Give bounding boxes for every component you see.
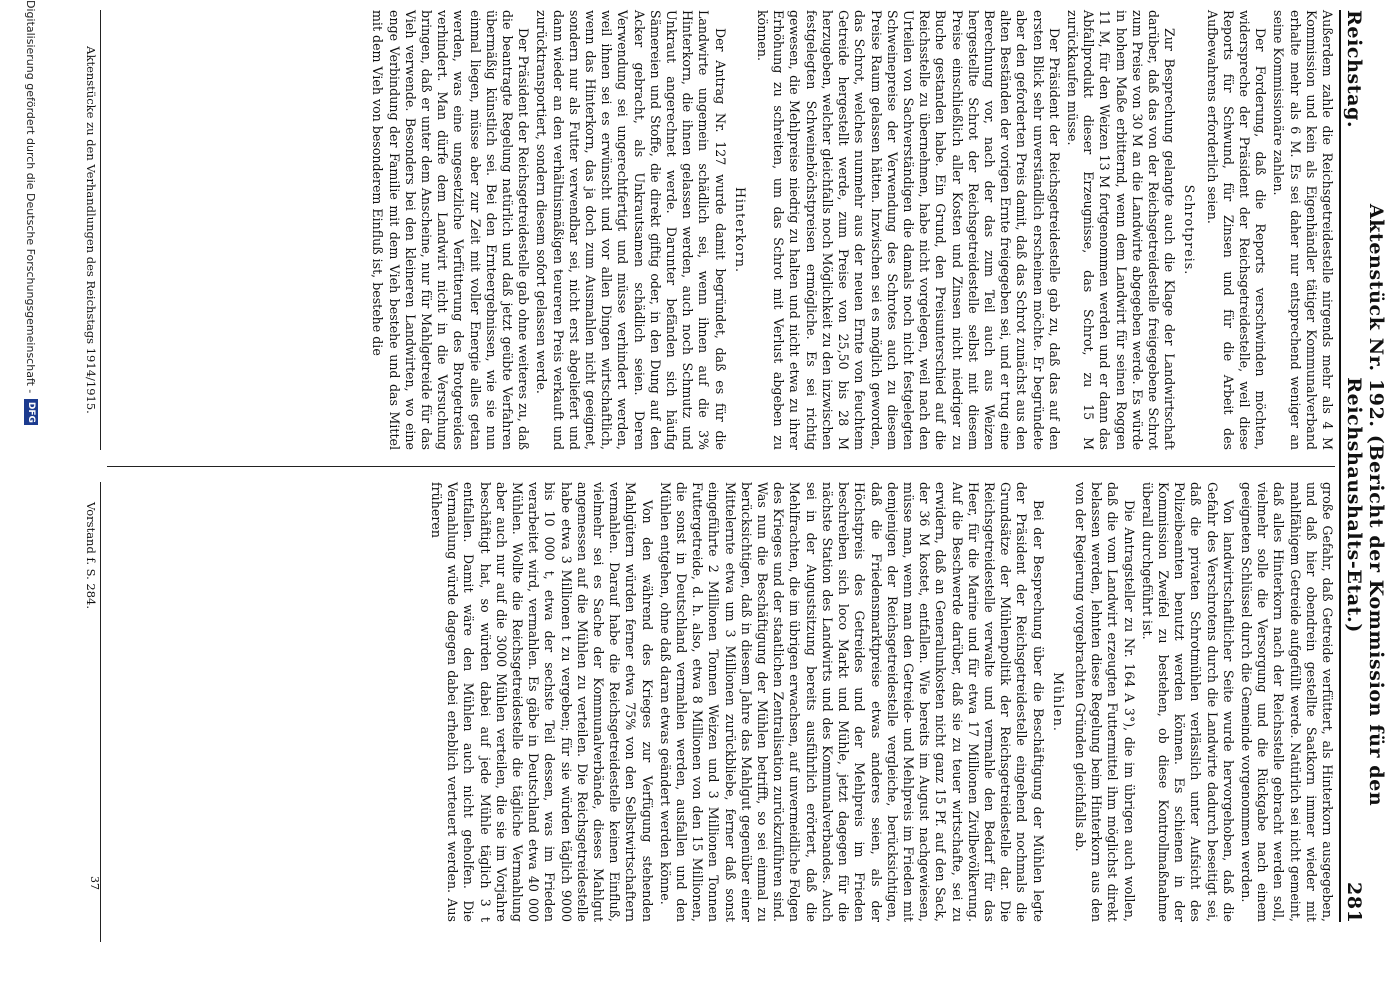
- paragraph: Von den während des Krieges zur Verfügung stehenden Mahlgütern würden ferner etwa 75% von den Selbstwirtschaftern vermahlen. Darauf habe die Reichsgetreidestelle keinen Einfluß, vielmehr sei es Sache der Kommunalverbände, dieses Mahlgut angemessen auf die Mühlen zu verteilen. Die Reichsgetreidestelle habe etwa 3 Millionen t zu vergeben; für sie würden täglich 9000 bis 10 000 t, etwa der sechste Teil dessen, was im Frieden verarbeitet wird, vermahlen. Es gäbe in Deutschland etwa 40 000 Mühlen. Wollte die Reichsgetreidestelle die tägliche Vermahlung aber auch nur auf die 3000 Mühlen verteilen, die sie im Vorjahre beschäftigt hat, so würden dabei auf jede Mühle täglich 3 t entfallen. Damit wäre den Mühlen auch nicht geholfen. Die Vermahlung würde dagegen dabei erheblich verteuert werden. Aus früheren: [429, 482, 655, 922]
- dfg-logo: DFG: [24, 399, 38, 425]
- footer-left: Aktenstücke zu den Verhandlungen des Reichstags 1914/1915.: [84, 10, 101, 450]
- paragraph: Der Präsident der Reichsgetreidestelle gab ohne weiteres zu, daß die beantragte Regelung natürlich und daß jetzt geübte Verfahren übermäßig künstlich sei. Bei den Ernteergebnissen, wie sie nun einmal liegen, müsse aber zur Zeit mit voller Energie alles getan werden, was eine ungesetzliche Verfütterung des Brotgetreides verhindert. Man dürfe dem Landwirt nicht in die Versuchung bringen, daß er unter dem Anscheine, nur für Mahlgetreide für das Vieh verwende. Besonders bei den kleineren Landwirten, wo eine enge Verbindung der Familie mit dem Vieh bestehe und das Mittel mit dem Vieh von besonderem Einfluß ist, bestehe die: [370, 10, 532, 450]
- section-heading: Schrotpreis.: [1182, 184, 1198, 276]
- paragraph: Zur Besprechung gelangte auch die Klage der Landwirtschaft darüber, daß das von der Reichsgetreidestelle freigegebene Schrot zum Preise von 30 M an die Landwirte abgegeben werde. Es würde in hohem Maße erbitternd, wenn dem Landwirt für seinen Roggen 11 M, für den Weizen 13 M fortgenommen werden und er dann das Abfallprodukt dieser Erzeugnisse, das Schrot, zu 15 M zurückkaufen müsse.: [1064, 10, 1178, 450]
- paragraph: große Gefahr, daß Getreide verfüttert, als Hinterkorn ausgegeben, und daß hier obendrein gestellte Saatkorn immer wieder mit mahlfähigem Getreide aufgefüllt werde. Natürlich sei nicht gemeint, daß alles Hinterkorn nach der Reichsstelle gebracht werden soll, vielmehr solle die Versorgung und die Rückgabe nach einem geeigneten Schlüssel durch die Gemeinde vorgenommen werden.: [1238, 482, 1335, 922]
- footer-right: Vorstand f. S. 284.: [84, 482, 101, 942]
- paragraph: Von landwirtschaftlicher Seite wurde hervorgehoben, daß die Gefahr des Verschrotens durch die Landwirte dadurch beseitigt sei, daß die privaten Schrotmühlen verlässlich unter Aufsicht des Polizeibeamten benutzt werden können. Es schienen in der Kommission Zweifel zu bestehen, ob diese Kontrollmaßnahme überall durchgeführt ist.: [1139, 482, 1236, 922]
- column-divider: [107, 466, 1335, 467]
- page-number: 281: [1343, 882, 1365, 924]
- section-heading: Mühlen.: [1050, 672, 1066, 732]
- page-header: [1339, 10, 1387, 924]
- left-column: [107, 10, 1335, 450]
- paragraph: Der Präsident der Reichsgetreidestelle gab zu, daß das auf den ersten Blick sehr unverständlich erscheinen möchte. Er begründete aber den geforderten Preis damit, daß das Schrot zunächst aus den alten Beständen der vorigen Ernte freigegeben sei, und er trug eine Berechnung vor, nach der das zum Teil auch aus Weizen hergestellte Schrot der Reichsgetreidestelle selbst mit diesem Preise einschließlich aller Kosten und Zinsen nicht niedriger zu Buche gestanden habe. Ein Grund, den Preisunterschied auf die Reichsstelle zu übernehmen, habe nicht vorgelegen, weil nach den Urteilen von Sachverständigen die damals noch nicht festgelegten Schweinepreise der Verwendung des Schrotes auch zu diesem Preise Raum gelassen hätten. Inzwischen sei es möglich geworden, das Schrot, welches nunmehr aus der neuen Ernte von feuchtem Getreide hergestellt werde, zum Preise von 25,50 bis 28 M herzugeben, welcher gleichfalls noch Möglichkeit zu den inzwischen festgelegten Schweinehöchstpreisen ermögliche. Es sei richtig gewesen, die Mehlpreise niedrig zu halten und nicht etwa zu ihrer Erhöhung zu schreiten, um das Schrot mit Verlust abgeben zu können.: [755, 10, 1062, 450]
- paragraph: Bei der Besprechung über die Beschäftigung der Mühlen legte der Präsident der Reichsgetreidestelle eingehend nochmals die Grundsätze der Mühlenpolitik der Reichsgetreidestelle dar. Die Reichsgetreidestelle verwalte und vermahle den Bedarf für das Heer, für die Marine und für etwa 17 Millionen Zivilbevölkerung. Auf die Beschwerde darüber, daß sie zu teuer wirtschafte, sei zu erwidern, daß an Generalunkosten nicht ganz 15 Pf. auf den Sack, der 36 M kostet, entfallen. Wie bereits im August nachgewiesen, müsse man, wenn man den Getreide- und Mehlpreis im Frieden mit demjenigen der Reichsgetreidestelle vergleiche, berücksichtigen, daß die Friedensmarktpreise etwas anderes seien, als der Höchstpreis des Getreides und der Mehlpreis im Frieden beschreiben sich loco Markt und Mühle, jetzt dagegen für die nächste Station des Landwirts und des Kommunalverbandes. Auch sei in der Augustsitzung bereits ausführlich erörtert, daß die Mehlfrachten, die im übrigen erwachsen, auf unvermeidliche Folgen des Krieges und der staatlichen Zentralisation zurückzuführen sind. Was nun die Beschäftigung der Mühlen betrifft, so sei einmal zu berücksichtigen, daß in diesem Jahre das Mahlgut gegenüber einer Mittelernte etwa um 3 Millionen zurückbliebe, ferner daß sonst eingeführte 2 Millionen Tonnen Weizen und 3 Millionen Tonnen Futtergetreide, d. h. also, etwa 8 Millionen von den 15 Millionen, die sonst in Deutschland vermahlen werden, ausfallen und den Mühlen entgehen, ohne daß daran etwas geändert werden könne.: [657, 482, 1046, 922]
- header-title: Aktenstück Nr. 192. (Bericht der Kommission für den Reichshaushalts-Etat.): [1343, 203, 1387, 807]
- right-column: [107, 482, 1335, 922]
- section-heading: Hinterkorn.: [732, 186, 748, 273]
- text-columns: [107, 10, 1335, 922]
- header-left: Reichstag.: [1343, 10, 1365, 129]
- paragraph: Der Forderung, daß die Reports verschwinden möchten, widerspreche der Präsident der Reichsgetreidestelle, weil diese Reports für Schwund, für Zinsen und für die Arbeit des Aufbewahrens erforderlich seien.: [1204, 10, 1269, 450]
- paragraph: Außerdem zahle die Reichsgetreidestelle nirgends mehr als 4 M Kommission und kein als Eigenhändler tätiger Kommunalverband erhalte mehr als 6 M. Es sei daher nur entsprechend weniger an seine Kommissionäre zahlen.: [1271, 10, 1335, 450]
- bottom-page-number: 37: [88, 876, 101, 890]
- credit-text: Digitalisierung gefördert durch die Deutsche Forschungsgemeinschaft -: [24, 0, 38, 394]
- paragraph: Der Antrag Nr. 127 wurde damit begründet, daß es für die Landwirte ungemein schädlich sei, wenn ihnen auf die 3% Hinterkorn, die ihnen gelassen werden, auch noch Schmutz und Unkraut angerechnet werde. Darunter befänden sich häufig Sämereien und Stoffe, die direkt giftig oder, in den Dung auf den Acker gebracht, als Unkrautsamen schädlich seien. Deren Verwendung sei ungerechtfertigt und müsse verhindert werden, weil ihnen sei es erwünscht und vor allen Dingen wirtschaftlich, wenn das Hinterkorn, das ja doch zum Ausmahlen nicht geeignet, sondern nur als Futter verwendbar sei, nicht erst abgeliefert und dann wieder an den verhältnismäßigen teureren Preis verkauft und zurücktransportiert, sondern diesem sofort gelassen werde.: [534, 10, 728, 450]
- paragraph: Die Antragsteller zu Nr. 164 A 3°), die im übrigen auch wollen, daß die vom Landwirt erzeugten Futtermittel ihm möglichst direkt belassen werden, lehnten diese Regelung beim Hinterkorn aus den von der Regierung vorgebrachten Gründen gleichfalls ab.: [1072, 482, 1137, 922]
- digitization-credit: [24, 0, 38, 960]
